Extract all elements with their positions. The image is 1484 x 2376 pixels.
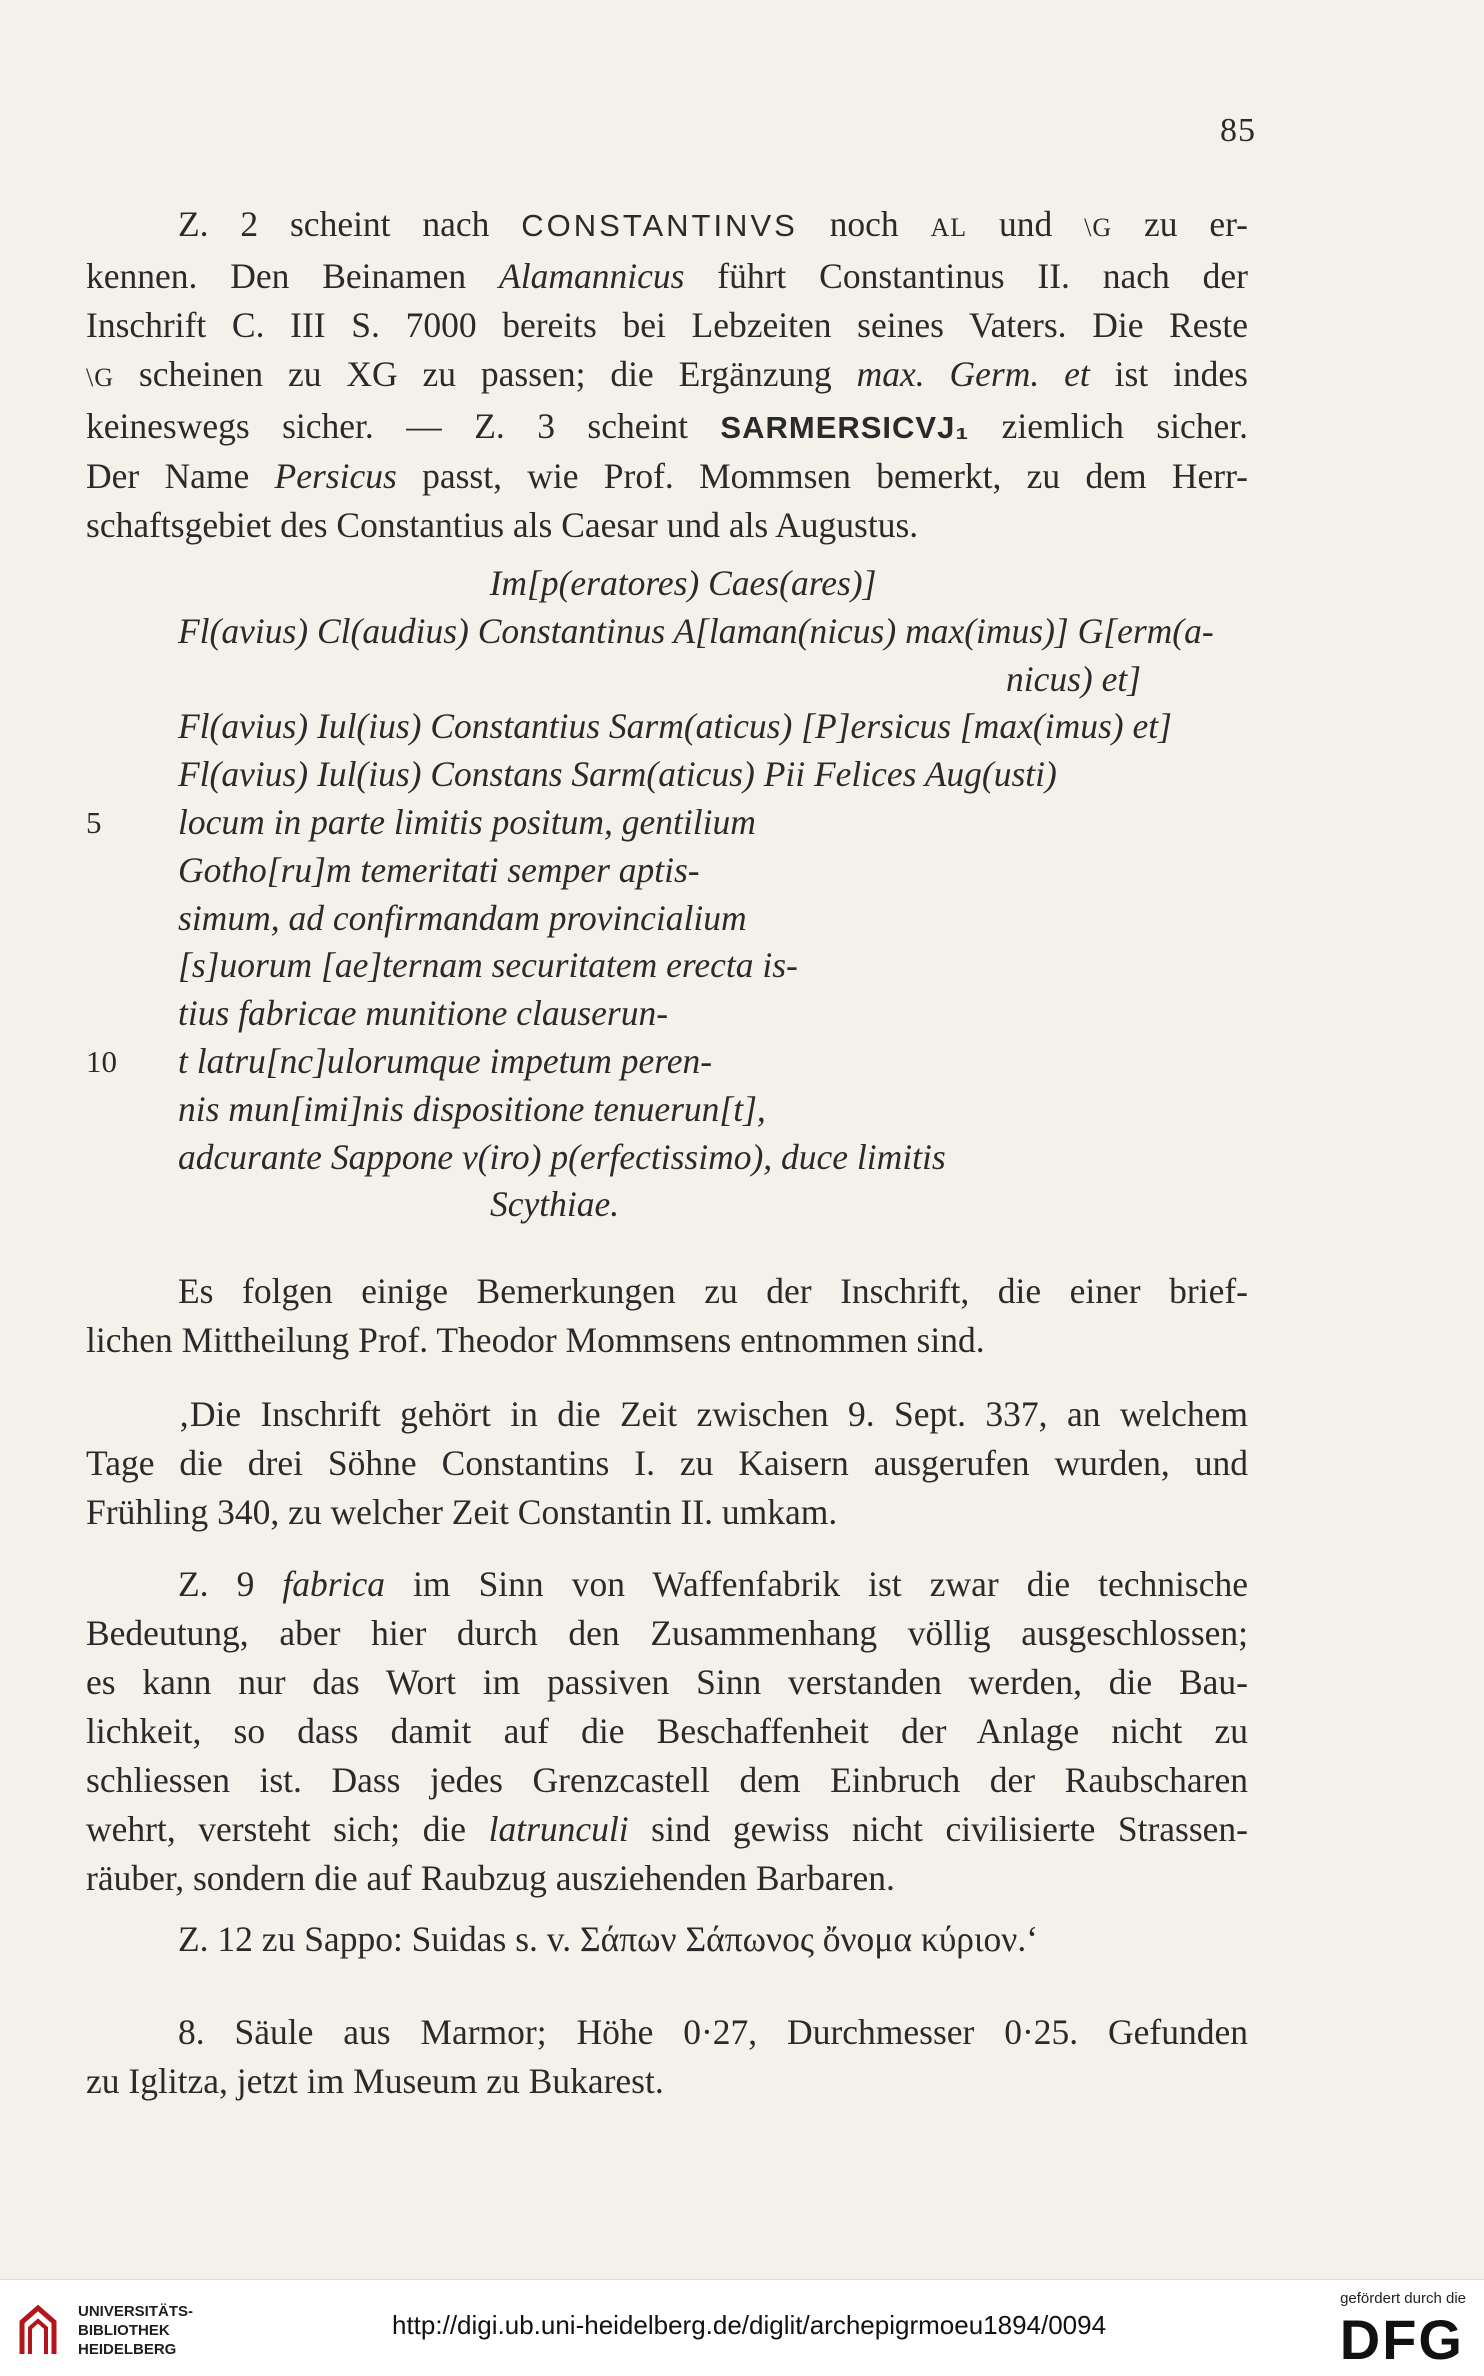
paragraph-3 xyxy=(86,1390,1248,1537)
dfg-logo: DFG xyxy=(1339,2308,1464,2371)
text-line: räuber, sondern die auf Raubzug ausziehenden Barbaren. xyxy=(86,1858,895,1898)
text-line: schliessen ist. Dass jedes Grenzcastell dem Einbruch der Raubscharen xyxy=(86,1760,1248,1800)
library-logo-icon xyxy=(16,2302,64,2360)
page-number: 85 xyxy=(1220,112,1256,149)
line-number: 10 xyxy=(86,1043,117,1079)
digitization-footer xyxy=(0,2279,1484,2376)
inscription-line-3: Fl(avius) Iul(ius) Constantius Sarm(aticus) [P]ersicus [max(imus) et] xyxy=(178,706,1172,747)
text-line: 8. Säule aus Marmor; Höhe 0·27, Durchmesser 0·25. Gefunden xyxy=(178,2012,1248,2052)
text-line: zu Iglitza, jetzt im Museum zu Bukarest. xyxy=(86,2061,664,2101)
text-line: Z. 12 zu Sappo: Suidas s. v. Σάπων Σάπωνος ὄνομα κύριον.‘ xyxy=(178,1919,1039,1959)
text-line: Z. 2 scheint nach CONSTANTINVS noch AL und \G zu er- xyxy=(178,204,1249,244)
inscription-line-2-continued: nicus) et] xyxy=(1006,658,1142,699)
inscription-transcription xyxy=(86,560,1280,1229)
text-line: lichkeit, so dass damit auf die Beschaffenheit der Anlage nicht zu xyxy=(86,1711,1248,1751)
text-line: \G scheinen zu XG zu passen; die Ergänzung max. Germ. et ist indes xyxy=(86,354,1249,394)
line-number: 5 xyxy=(86,804,102,840)
inscription-line-7: simum, ad confirmandam provincialium xyxy=(178,897,747,938)
inscription-line-1: Im[p(eratores) Caes(ares)] xyxy=(489,563,877,603)
inscription-line-5: 5 locum in parte limitis positum, gentilium xyxy=(86,799,1280,847)
funding-caption: gefördert durch die xyxy=(1340,2290,1466,2307)
paragraph-1 xyxy=(86,200,1248,550)
text-line: Frühling 340, zu welcher Zeit Constantin II. umkam. xyxy=(86,1492,838,1532)
inscription-line-12: adcurante Sappone v(iro) p(erfectissimo), duce limitis xyxy=(178,1136,946,1177)
text-line: keineswegs sicher. — Z. 3 scheint SARMERSICVJ₁ ziemlich sicher. xyxy=(86,406,1248,446)
paragraph-4 xyxy=(86,1560,1248,1903)
inscription-line-4: Fl(avius) Iul(ius) Constans Sarm(aticus) Pii Felices Aug(usti) xyxy=(178,754,1057,795)
text-line: schaftsgebiet des Constantius als Caesar und als Augustus. xyxy=(86,505,919,545)
paragraph-2 xyxy=(86,1267,1248,1365)
inscription-line-9: tius fabricae munitione clauserun- xyxy=(178,993,669,1034)
text-line: kennen. Den Beinamen Alamannicus führt Constantinus II. nach der xyxy=(86,256,1248,296)
inscription-line-10: 10 t latru[nc]ulorumque impetum peren- xyxy=(86,1038,1280,1086)
text-line: es kann nur das Wort im passiven Sinn verstanden werden, die Bau- xyxy=(86,1662,1248,1702)
text-line: Tage die drei Söhne Constantins I. zu Kaisern ausgerufen wurden, und xyxy=(86,1443,1248,1483)
text-line: Z. 9 fabrica im Sinn von Waffenfabrik ist zwar die technische xyxy=(178,1564,1248,1604)
inscription-line-13: Scythiae. xyxy=(490,1184,620,1225)
text-line: ‚Die Inschrift gehört in die Zeit zwischen 9. Sept. 337, an welchem xyxy=(178,1394,1248,1434)
text-line: Es folgen einige Bemerkungen zu der Inschrift, die einer brief- xyxy=(178,1271,1248,1311)
text-line: Inschrift C. III S. 7000 bereits bei Lebzeiten seines Vaters. Die Reste xyxy=(86,305,1248,345)
text-line: Der Name Persicus passt, wie Prof. Mommsen bemerkt, zu dem Herr- xyxy=(86,456,1249,496)
paragraph-6 xyxy=(86,2008,1248,2106)
inscription-line-6: Gotho[ru]m temeritati semper aptis- xyxy=(178,849,700,890)
inscription-line-2: Fl(avius) Cl(audius) Constantinus A[laman(nicus) max(imus)] G[erm(a- xyxy=(178,610,1214,651)
text-line: Bedeutung, aber hier durch den Zusammenhang völlig ausgeschlossen; xyxy=(86,1613,1248,1653)
digital-copy-link[interactable]: http://digi.ub.uni-heidelberg.de/diglit/archepigrmoeu1894/0094 xyxy=(392,2310,1107,2340)
inscription-line-11: nis mun[imi]nis dispositione tenuerun[t], xyxy=(178,1088,766,1129)
text-line: wehrt, versteht sich; die latrunculi sind gewiss nicht civilisierte Strassen- xyxy=(86,1809,1249,1849)
paragraph-5 xyxy=(86,1915,1248,1964)
library-name: UNIVERSITÄTS- BIBLIOTHEK HEIDELBERG xyxy=(78,2303,194,2358)
inscription-line-8: [s]uorum [ae]ternam securitatem erecta is- xyxy=(178,945,798,986)
text-line: lichen Mittheilung Prof. Theodor Mommsens entnommen sind. xyxy=(86,1320,985,1360)
